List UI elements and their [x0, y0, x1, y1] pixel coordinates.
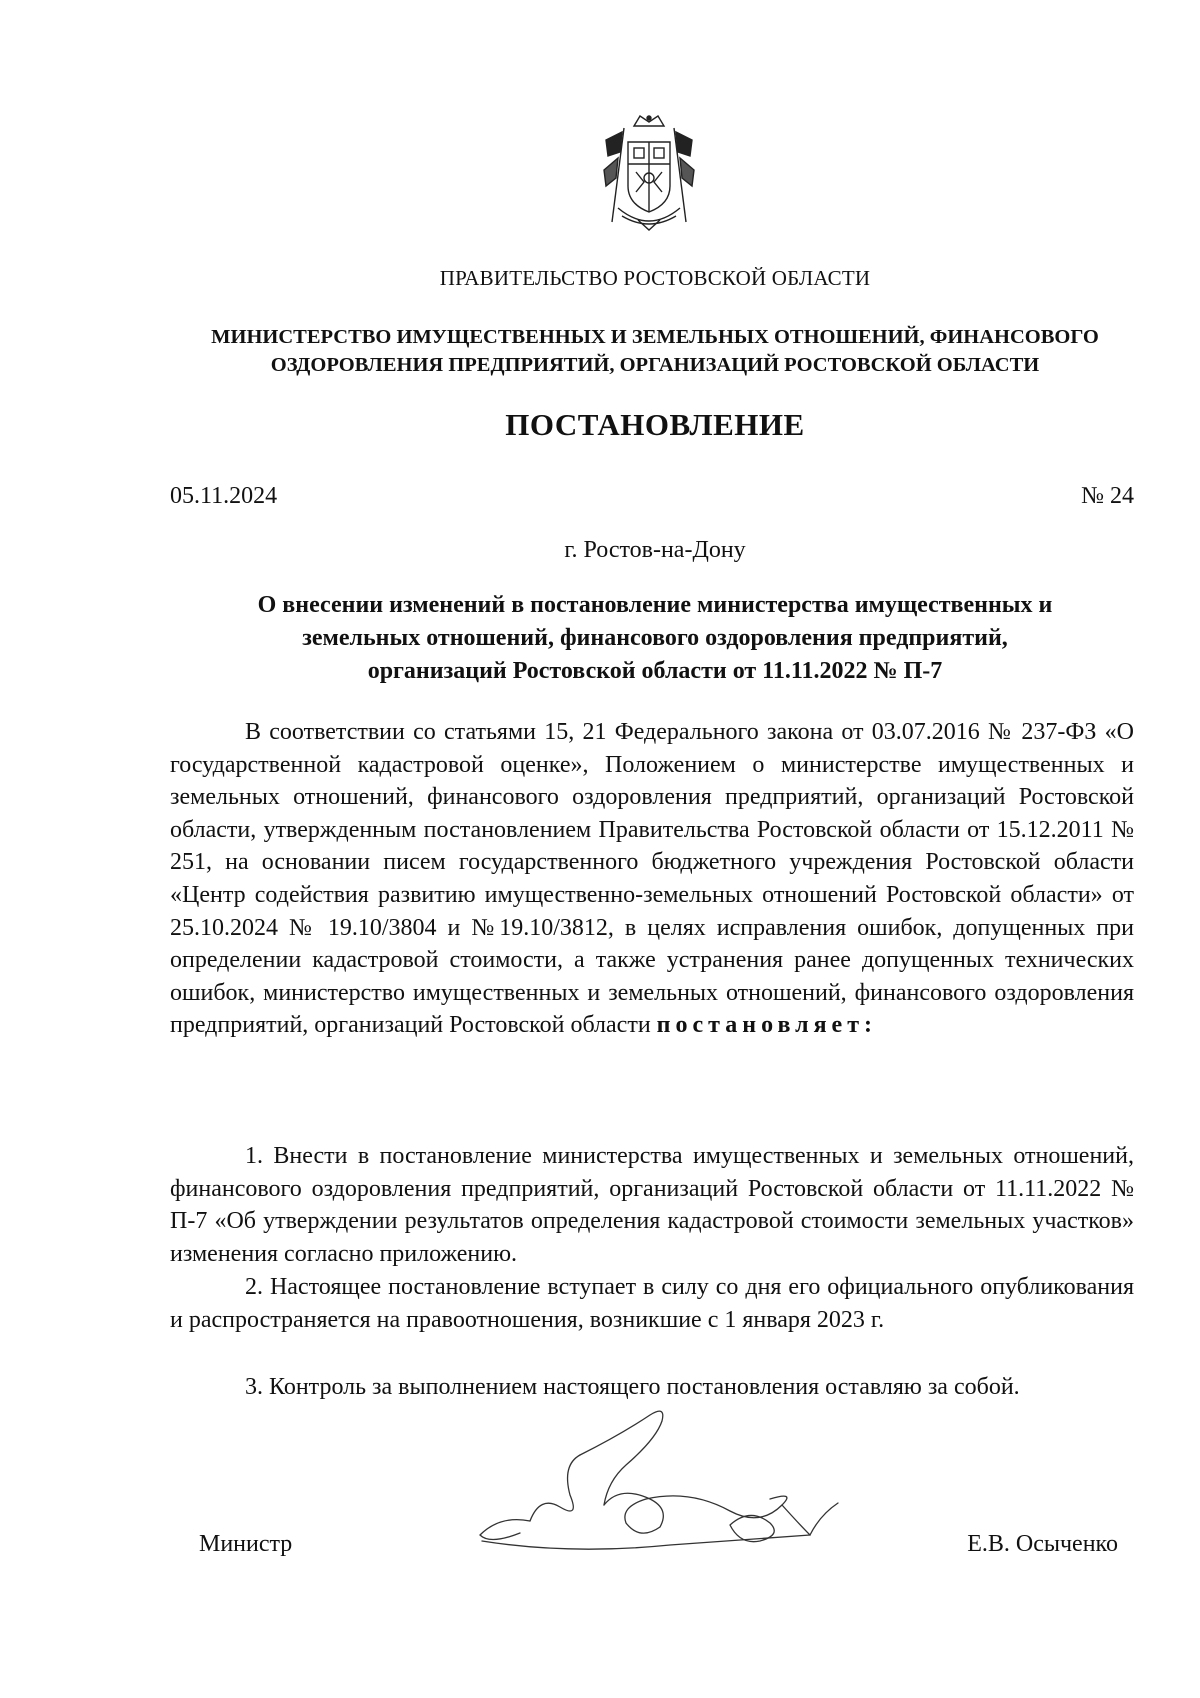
ministry-name-line1: МИНИСТЕРСТВО ИМУЩЕСТВЕННЫХ И ЗЕМЕЛЬНЫХ ОТНОШЕНИЙ, ФИНАНСОВОГО: [211, 326, 1099, 348]
item-1: 1. Внести в постановление министерства имущественных и земельных отношений, финансового оздоровления предприятий, организаций Ростовской области от 11.11.2022 № П-7 «Об утверждении результатов определения кадастровой стоимости земельных участков» изменения согласно приложению.: [170, 1143, 1134, 1267]
subject-line1: О внесении изменений в постановление министерства имущественных и: [257, 592, 1053, 618]
ministry-name-line2: ОЗДОРОВЛЕНИЯ ПРЕДПРИЯТИЙ, ОРГАНИЗАЦИЙ РОСТОВСКОЙ ОБЛАСТИ: [270, 354, 1040, 376]
subject-line2: земельных отношений, финансового оздоровления предприятий,: [302, 625, 1008, 651]
decree-word: постановляет:: [656, 1012, 877, 1039]
document-subject: [170, 589, 1140, 688]
subject-line3: организаций Ростовской области от 11.11.2022 № П-7: [367, 658, 943, 684]
signatory-name: Е.В. Осыченко: [967, 1531, 1118, 1557]
government-name: ПРАВИТЕЛЬСТВО РОСТОВСКОЙ ОБЛАСТИ: [439, 266, 871, 290]
document-number: № 24: [1081, 483, 1134, 509]
item-2: 2. Настоящее постановление вступает в силу со дня его официального опубликования и распространяется на правоотношения, возникшие с 1 января 2023 г.: [170, 1274, 1134, 1333]
document-date: 05.11.2024: [170, 483, 278, 509]
preamble-paragraph: [170, 716, 1134, 1042]
handwritten-signature: [470, 1395, 890, 1565]
document-type: ПОСТАНОВЛЕНИЕ: [505, 407, 805, 442]
item-3: 3. Контроль за выполнением настоящего постановления оставляю за собой.: [245, 1374, 1020, 1400]
ministry-name: [170, 323, 1140, 379]
document-city: г. Ростов-на-Дону: [564, 537, 746, 563]
coat-of-arms-icon: [598, 112, 700, 234]
signatory-title: Министр: [199, 1531, 293, 1557]
preamble-text: В соответствии со статьями 15, 21 Федерального закона от 03.07.2016 № 237-ФЗ «О государственной кадастровой оценке», Положением о министерстве имущественных и земельных отношений, финансового оздоровления предприятий, организаций Ростовской области, утвержденным постановлением Правительства Ростовской области от 15.12.2011 № 251, на основании писем государственного бюджетного учреждения Ростовской области «Центр содействия развитию имущественно-земельных отношений Ростовской области» от 25.10.2024 № 19.10/3804 и №19.10/3812, в целях исправления ошибок, допущенных при определении кадастровой стоимости, а также устранения ранее допущенных технических ошибок, министерство имущественных и земельных отношений, финансового оздоровления предприятий, организаций Ростовской области: [170, 719, 1134, 1039]
